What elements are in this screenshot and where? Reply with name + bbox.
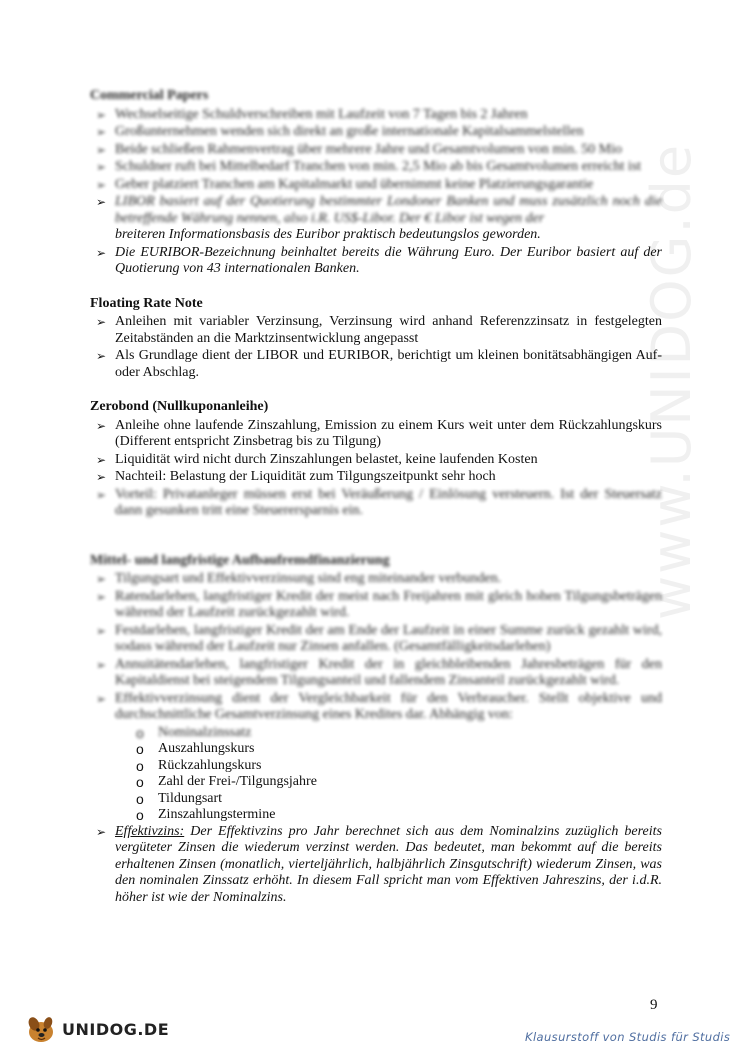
list-item: ➢ Als Grundlage dient der LIBOR und EURIBOR, berichtigt um kleinen bonitätsabhängigen Auf- oder Abschlag.	[115, 348, 662, 381]
sub-list-item: o Nominalzinssatz	[158, 725, 662, 742]
list-item-text-blurred: LIBOR basiert auf der Quotierung bestimmter Londoner Banken und muss zusätzlich noch die betreffende Währung nennen, also i.R. US$-Libor. Der € Libor ist wegen der	[115, 194, 662, 226]
watermark: www.UNIDOG.de	[640, 142, 703, 620]
footer-logo	[24, 1014, 169, 1044]
list-item: ➢ Großunternehmen wenden sich direkt an große internationale Kapitalsammelstellen	[115, 124, 662, 141]
page-number: 9	[650, 997, 658, 1013]
list-item: ➢ Anleihen mit variabler Verzinsung, Verzinsung wird anhand Referenzzinsatz in festgelegten Zeitabständen an die Marktzinsentwicklung angepasst	[115, 314, 662, 347]
page-content	[90, 88, 662, 907]
section-heading: Mittel- und langfristige Aufbaufremdfinanzierung	[90, 552, 390, 568]
list-item: ➢ Beide schließen Rahmenvertrag über mehrere Jahre und Gesamtvolumen von min. 50 Mio	[115, 142, 662, 159]
list-item-effektivzins	[115, 824, 662, 907]
section-heading: Zerobond (Nullkuponanleihe)	[90, 399, 269, 414]
list-item: ➢ Anleihe ohne laufende Zinszahlung, Emission zu einem Kurs weit unter dem Rückzahlungskurs (Different entspricht Zinsbetrag bis zu Tilgung)	[115, 418, 662, 451]
sub-list-item: o Rückzahlungskurs	[158, 758, 662, 775]
list-item: ➢ Ratendarlehen, langfristiger Kredit der meist nach Freijahren mit gleich hohen Tilgungsbeträgen während der Laufzeit zurückgezahlt wird.	[115, 589, 662, 622]
section-zerobond	[90, 399, 662, 520]
section-mittel-langfristig	[90, 553, 662, 907]
list-item: ➢ Die EURIBOR-Bezeichnung beinhaltet bereits die Währung Euro. Der Euribor basiert auf der Quotierung von 43 internationalen Banken.	[115, 245, 662, 278]
list-item	[115, 194, 662, 244]
section-floating-rate-note	[90, 296, 662, 382]
list-item: ➢ Liquidität wird nicht durch Zinszahlungen belastet, keine laufenden Kosten	[115, 452, 662, 469]
list-item: ➢ Annuitätendarlehen, langfristiger Kredit der in gleichbleibenden Jahresbeträgen für den Kapitaldienst bei steigendem Tilgungsanteil und fallendem Zinsanteil zurückgezahlt wird.	[115, 657, 662, 690]
list-item: ➢ Vorteil: Privatanleger müssen erst bei Veräußerung / Einlösung versteuern. Ist der Steuersatz dann gesunken tritt eine Steuerersparnis ein.	[115, 487, 662, 520]
sub-list-item: o Zinszahlungstermine	[158, 807, 662, 824]
sub-list-item: o Zahl der Frei-/Tilgungsjahre	[158, 774, 662, 791]
list-item: ➢ Nachteil: Belastung der Liquidität zum Tilgungszeitpunkt sehr hoch	[115, 469, 662, 486]
section-commercial-papers	[90, 88, 662, 278]
term-definition: Der Effektivzins pro Jahr berechnet sich aus dem Nominalzins zuzüglich bereits vergüteter Zinsen die wiederum verzinst werden. Das bedeutet, man bekommt auf die bereits erhaltenen Zinsen (monatlich, vierteljährlich, halbjährlich Zinsgutschrift) wiederum Zinsen, was den nominalen Zinssatz erhöht. In diesem Fall spricht man vom Effektiven Jahreszins, der i.d.R. höher ist wie der Nominalzins.	[115, 823, 662, 905]
list-item: ➢ Schuldner ruft bei Mittelbedarf Tranchen von min. 2,5 Mio ab bis Gesamtvolumen erreicht ist	[115, 159, 662, 176]
list-item: ➢ Wechselseitige Schuldverschreiben mit Laufzeit von 7 Tagen bis 2 Jahren	[115, 107, 662, 124]
section-heading: Floating Rate Note	[90, 295, 203, 311]
sub-list-item: o Tildungsart	[158, 791, 662, 808]
logo-text: UNIDOG.DE	[62, 1019, 170, 1039]
dog-logo-icon	[24, 1014, 60, 1044]
list-item-text: breiteren Informationsbasis des Euribor praktisch bedeutungslos geworden.	[115, 227, 541, 242]
list-item: ➢ Effektivverzinsung dient der Vergleichbarkeit für den Verbraucher. Stellt objektive und durchschnittliche Gesamtverzinsung eines Kredites dar. Abhängig von:	[115, 691, 662, 724]
term-label: Effektivzins:	[115, 823, 185, 839]
list-item: ➢ Festdarlehen, langfristiger Kredit der am Ende der Laufzeit in einer Summe zurück gezahlt wird, sodass während der Laufzeit nur Zinsen anfallen. (Gesamtfälligkeitsdarlehen)	[115, 623, 662, 656]
list-item: ➢ Tilgungsart und Effektivverzinsung sind eng miteinander verbunden.	[115, 571, 662, 588]
list-item: ➢ Geber platziert Tranchen am Kapitalmarkt und übernimmt keine Platzierungsgarantie	[115, 177, 662, 194]
section-heading: Commercial Papers	[90, 88, 209, 103]
sub-list-item: o Auszahlungskurs	[158, 741, 662, 758]
footer-tagline: Klausurstoff von Studis für Studis	[525, 1030, 731, 1044]
